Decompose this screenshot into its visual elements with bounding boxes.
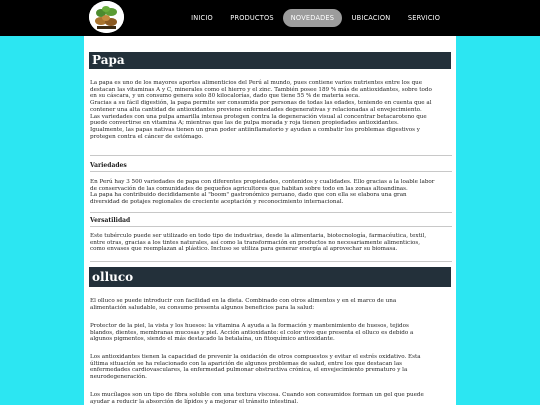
- olluco-antioxidants: [90, 354, 452, 381]
- text-line: blandos, dientes, membranas mucosas y piel. Acción antioxidante: el color vivo que presenta el olluco es debido a: [90, 329, 414, 336]
- olluco-mucilage: [90, 392, 452, 405]
- text-line: algunos pigmentos, siendo el más destacado la betalaína, un fitoquímico antioxidante.: [90, 336, 335, 343]
- text-line: Los antioxidantes tienen la capacidad de prevenir la oxidación de otros compuestos y evitar el estrés oxidativo. Esta: [90, 354, 421, 360]
- text-line: Protector de la piel, la vista y los huesos: la vitamina A ayuda a la formación y mantenimiento de huesos, tejidos: [90, 323, 409, 329]
- subheading-variedades: Variedades: [90, 162, 452, 172]
- section-title-olluco: olluco: [89, 267, 451, 287]
- subheading-versatilidad: Versatilidad: [90, 217, 452, 227]
- text-line: Este tubérculo puede ser utilizado en todo tipo de industrias, desde la alimentaria, biotecnología, farmacéutica, textil,: [90, 233, 427, 239]
- section-title-papa: Papa: [89, 52, 451, 69]
- text-line: como envases que reemplazan al plástico. Incluso se utiliza para generar energía al aprovechar su biomasa.: [90, 246, 398, 253]
- text-line: destacan las vitaminas A y C, minerales como el hierro y el zinc. También posee 189 % más de antioxidantes, sobre todo: [90, 86, 432, 93]
- text-line: contener una alta cantidad de antioxidantes previene enfermedades degenerativas y relacionadas al envejecimiento.: [90, 106, 422, 113]
- text-line: puede convertirse en vitamina A; mientras que las de pulpa morada y roja tienen propiedades antioxidantes.: [90, 120, 399, 127]
- olluco-benefits: [90, 323, 452, 343]
- nav-item-novedades[interactable]: NOVEDADES: [283, 9, 342, 27]
- papa-intro: [90, 80, 452, 140]
- divider: [90, 212, 452, 213]
- text-line: Igualmente, las papas nativas tienen un gran poder antiinflamatorio y ayudan a combatir los problemas digestivos y: [90, 126, 420, 133]
- text-line: Gracias a su fácil digestión, la papa permite ser consumida por personas de todas las edades, teniendo en cuenta que al: [90, 100, 432, 107]
- versatilidad-text: [90, 233, 452, 253]
- text-line: de conservación de las comunidades de pequeños agricultores que habitan sobre todo en las zonas altoandinas.: [90, 185, 408, 192]
- text-line: alimentación saludable, su consumo presenta algunos beneficios para la salud:: [90, 304, 315, 311]
- text-line: Las variedades con una pulpa amarilla intensa protegen contra la degeneración visual al concentrar betacaroteno que: [90, 113, 427, 120]
- text-line: En Perú hay 3 500 variedades de papa con diferentes propiedades, contenidos y cualidades. Ello gracias a la loable labor: [90, 179, 435, 185]
- divider: [90, 261, 452, 262]
- text-line: La papa ha contribuido decididamente al "boom" gastronómico peruano, dado que con ella se elabora una gran: [90, 192, 407, 199]
- text-line: protegen contra el cáncer de estómago.: [90, 133, 204, 140]
- text-line: enfermedades cardiovasculares, la enfermedad pulmonar obstructiva crónica, el envejecimiento prematuro y la: [90, 367, 408, 374]
- text-line: ayudar a reducir la absorción de lípidos y a mejorar el tránsito intestinal.: [90, 398, 299, 405]
- text-line: en su cáscara, y un consumo genera solo 80 kilocalorías, dado que tiene 55 % de materia seca.: [90, 93, 360, 100]
- top-navbar: [0, 0, 540, 36]
- nav-item-productos[interactable]: PRODUCTOS: [230, 14, 274, 22]
- divider: [90, 155, 452, 156]
- main-content: [84, 36, 456, 405]
- text-line: última situación se ha relacionado con la aparición de algunos problemas de salud, entre los que destacan las: [90, 360, 403, 367]
- text-line: El olluco se puede introducir con facilidad en la dieta. Combinado con otros alimentos y en el marco de una: [90, 298, 397, 304]
- nav-item-servicio[interactable]: SERVICIO: [407, 14, 441, 22]
- olluco-intro: [90, 298, 452, 311]
- nav-item-inicio[interactable]: INICIO: [191, 14, 213, 22]
- variedades-text: [90, 179, 452, 206]
- text-line: neurodegeneración.: [90, 374, 147, 381]
- nav-item-ubicacion[interactable]: UBICACION: [351, 14, 391, 22]
- text-line: La papa es uno de los mayores aportes alimenticios del Perú al mundo, pues contiene varios nutrientes entre los que: [90, 80, 423, 86]
- text-line: Los mucílagos son un tipo de fibra soluble con una textura viscosa. Cuando son consumidos forman un gel que puede: [90, 392, 424, 398]
- text-line: diversidad de potajes regionales de creciente aceptación y reconocimiento internacional.: [90, 199, 344, 206]
- main-nav: [0, 9, 540, 27]
- text-line: entre otras, gracias a los tintes naturales, así como la transformación en productos no necesariamente alimenticios,: [90, 239, 420, 246]
